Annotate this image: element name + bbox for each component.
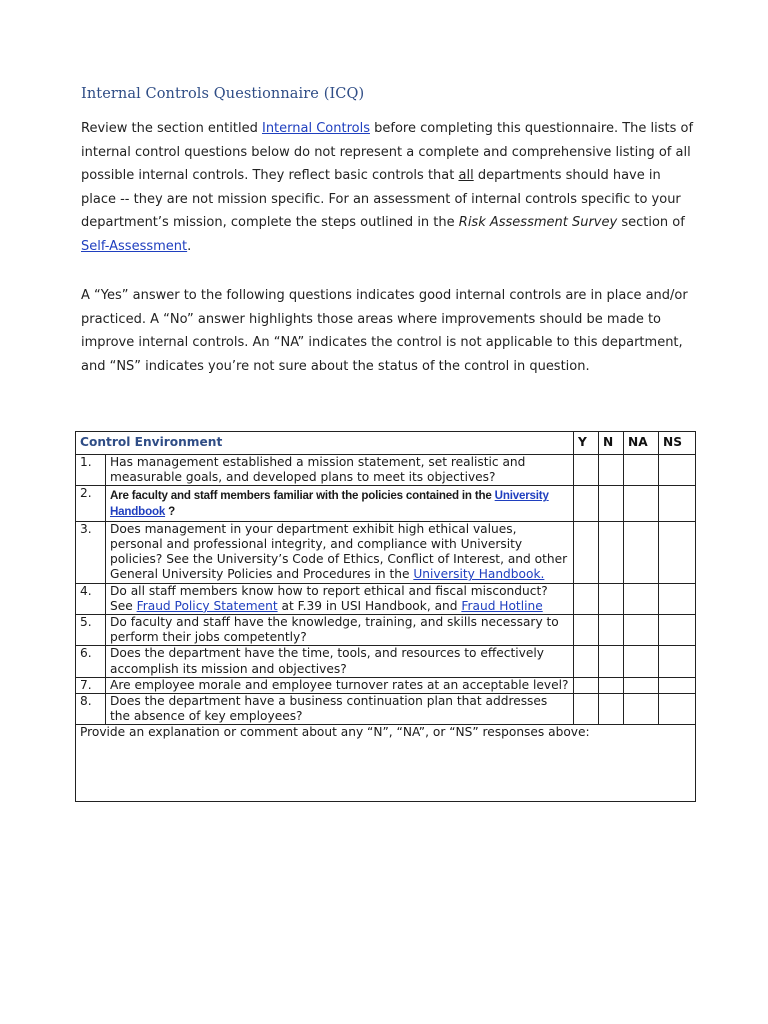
answer-cell-y[interactable] xyxy=(574,521,599,583)
table-row xyxy=(76,615,696,646)
question-text: Does the department have a business continuation plan that addresses the absence of key employees? xyxy=(106,694,574,725)
table-row xyxy=(76,486,696,521)
answer-cell-ns[interactable] xyxy=(659,583,696,614)
table-header-row xyxy=(76,432,696,455)
university-handbook-link[interactable]: University Handbook xyxy=(110,489,549,518)
answer-cell-n[interactable] xyxy=(599,677,624,693)
intro-text: Review the section entitled xyxy=(81,121,262,136)
question-text: Has management established a mission statement, set realistic and measurable goals, and developed plans to meet its objectives? xyxy=(106,455,574,486)
answer-cell-na[interactable] xyxy=(624,521,659,583)
answer-cell-n[interactable] xyxy=(599,583,624,614)
intro-text: before completing this questionnaire. The lists of internal control questions below do not represent a complete and comprehensive listing of all possible internal controls. They reflect basic controls that xyxy=(81,121,694,184)
answer-cell-na[interactable] xyxy=(624,486,659,521)
question-text xyxy=(106,583,574,614)
answer-cell-na[interactable] xyxy=(624,455,659,486)
answers-paragraph: A “Yes” answer to the following questions indicates good internal controls are in place and/or practiced. A “No” answer highlights those areas where improvements should be made to improve internal controls. An “NA” indicates the control is not applicable to this department, and “NS” indicates you’re not sure about the status of the control in question. xyxy=(81,288,688,374)
answer-cell-ns[interactable] xyxy=(659,694,696,725)
column-header-n: N xyxy=(599,432,624,455)
question-number: 3. xyxy=(76,521,106,583)
intro-text: section of xyxy=(617,215,685,231)
fraud-hotline-link[interactable]: Fraud Hotline xyxy=(461,598,543,613)
question-number: 4. xyxy=(76,583,106,614)
table-row xyxy=(76,455,696,486)
answer-cell-ns[interactable] xyxy=(659,677,696,693)
answer-cell-ns[interactable] xyxy=(659,486,696,521)
column-header-ns: NS xyxy=(659,432,696,455)
answer-cell-y[interactable] xyxy=(574,615,599,646)
answer-cell-na[interactable] xyxy=(624,615,659,646)
question-text-part: Are faculty and staff members familiar with the policies contained in the xyxy=(110,489,495,503)
question-number: 6. xyxy=(76,646,106,677)
question-text-part: at F.39 in USI Handbook, and xyxy=(277,598,462,613)
answer-cell-ns[interactable] xyxy=(659,521,696,583)
internal-controls-link[interactable]: Internal Controls xyxy=(261,121,370,136)
answer-cell-ns[interactable] xyxy=(659,646,696,677)
question-text-part: ? xyxy=(165,504,175,518)
answer-cell-na[interactable] xyxy=(624,583,659,614)
question-number: 8. xyxy=(76,694,106,725)
all-emphasis: all xyxy=(458,168,474,184)
column-header-na: NA xyxy=(624,432,659,455)
question-text xyxy=(106,521,574,583)
self-assessment-link[interactable]: Self-Assessment xyxy=(81,238,188,254)
answer-cell-y[interactable] xyxy=(574,486,599,521)
column-header-y: Y xyxy=(574,432,599,455)
intro-paragraph xyxy=(81,117,696,259)
table-row xyxy=(76,694,696,725)
answer-cell-y[interactable] xyxy=(574,455,599,486)
question-text: Do faculty and staff have the knowledge, training, and skills necessary to perform their jobs competently? xyxy=(106,615,574,646)
answer-cell-y[interactable] xyxy=(574,694,599,725)
question-number: 2. xyxy=(76,486,106,521)
answer-cell-ns[interactable] xyxy=(659,455,696,486)
table-row xyxy=(76,521,696,583)
answer-cell-y[interactable] xyxy=(574,646,599,677)
question-text-part: Does management in your department exhibit high ethical values, personal and professional integrity, and compliance with University policies? See the University’s Code of Ethics, Conflict of Interest, and other General University Policies and Procedures in the xyxy=(110,521,568,582)
answer-cell-n[interactable] xyxy=(599,646,624,677)
answer-cell-n[interactable] xyxy=(599,521,624,583)
table-row xyxy=(76,583,696,614)
question-text: Does the department have the time, tools, and resources to effectively accomplish its mission and objectives? xyxy=(106,646,574,677)
answer-cell-na[interactable] xyxy=(624,694,659,725)
answer-cell-n[interactable] xyxy=(599,694,624,725)
answer-cell-ns[interactable] xyxy=(659,615,696,646)
table-row xyxy=(76,677,696,693)
comment-box[interactable] xyxy=(76,725,696,802)
question-number: 5. xyxy=(76,615,106,646)
answer-cell-y[interactable] xyxy=(574,583,599,614)
comment-prompt: Provide an explanation or comment about any “N”, “NA”, or “NS” responses above: xyxy=(80,725,590,740)
table-row xyxy=(76,646,696,677)
question-number: 1. xyxy=(76,455,106,486)
intro-text: departments should have in place -- they are not mission specific. For an assessment of internal controls specific to your department’s mission, complete the steps outlined in the xyxy=(81,168,681,231)
risk-assessment-survey-text: Risk Assessment Survey xyxy=(458,215,618,231)
answer-cell-na[interactable] xyxy=(624,646,659,677)
question-text xyxy=(106,486,574,521)
answer-cell-na[interactable] xyxy=(624,677,659,693)
question-number: 7. xyxy=(76,677,106,693)
comment-row xyxy=(76,725,696,802)
intro-text: . xyxy=(187,238,192,254)
answer-cell-n[interactable] xyxy=(599,455,624,486)
section-title: Control Environment xyxy=(76,432,574,455)
fraud-policy-statement-link[interactable]: Fraud Policy Statement xyxy=(136,598,278,613)
answer-cell-y[interactable] xyxy=(574,677,599,693)
answer-cell-n[interactable] xyxy=(599,615,624,646)
question-text: Are employee morale and employee turnover rates at an acceptable level? xyxy=(106,677,574,693)
page-title: Internal Controls Questionnaire (ICQ) xyxy=(81,86,365,102)
university-handbook-link[interactable]: University Handbook. xyxy=(413,567,545,582)
answer-cell-n[interactable] xyxy=(599,486,624,521)
icq-table xyxy=(75,431,696,802)
question-text-part: Do all staff members know how to report ethical and fiscal misconduct? See xyxy=(110,583,548,613)
